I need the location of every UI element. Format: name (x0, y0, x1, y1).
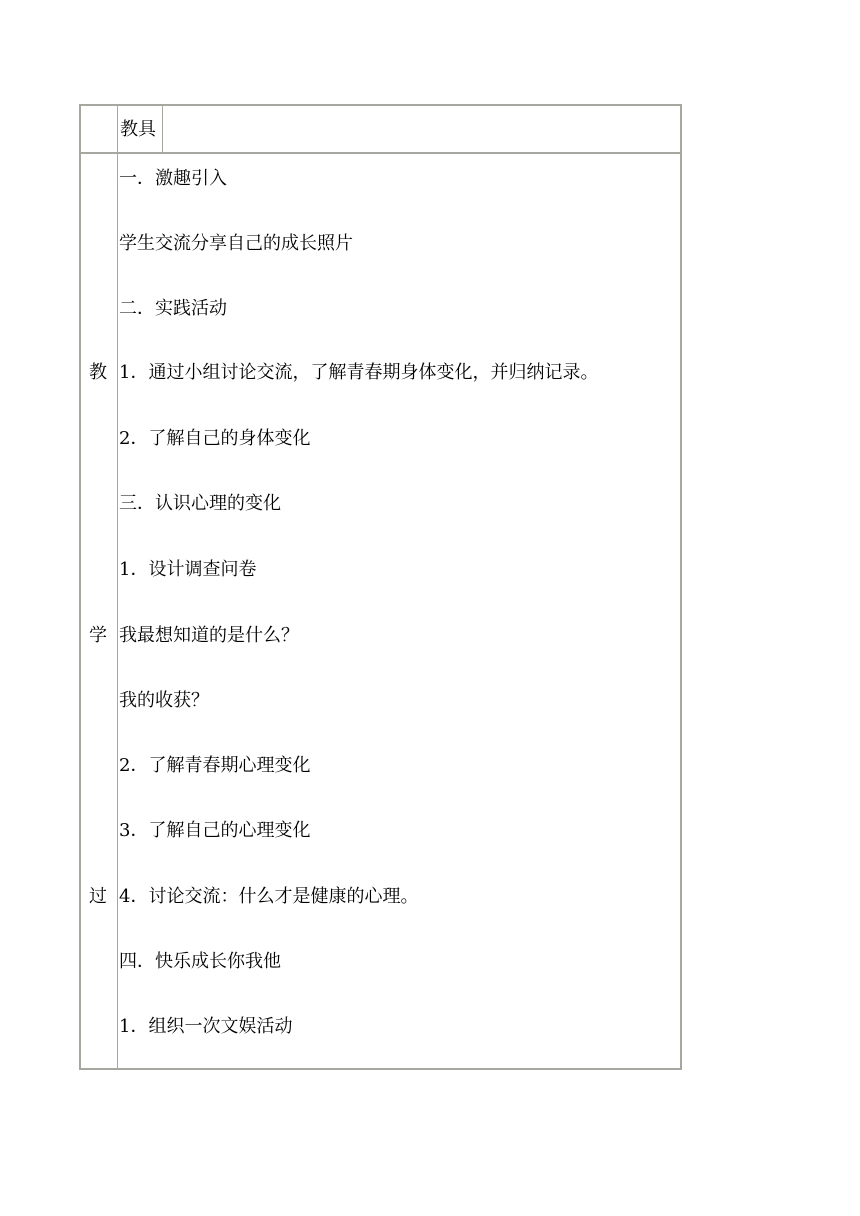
column-divider (117, 106, 118, 1068)
content-line-10: 2．了解青春期心理变化 (119, 755, 311, 776)
content-line-2: 学生交流分享自己的成长照片 (119, 233, 353, 254)
content-line-7: 1．设计调查问卷 (119, 559, 257, 580)
content-line-9: 我的收获？ (119, 690, 209, 711)
content-line-6: 三．认识心理的变化 (119, 493, 281, 514)
content-line-11: 3．了解自己的心理变化 (119, 820, 311, 841)
side-label-learn: 学 (89, 625, 107, 646)
side-label-process: 过 (89, 886, 107, 907)
row-divider (81, 152, 680, 154)
side-label-teach: 教 (89, 362, 107, 383)
content-line-14: 1．组织一次文娱活动 (119, 1016, 293, 1037)
lesson-plan-table (79, 104, 682, 1070)
content-line-1: 一．激趣引入 (119, 168, 227, 189)
content-line-12: 4．讨论交流：什么才是健康的心理。 (119, 886, 419, 907)
content-line-5: 2．了解自己的身体变化 (119, 428, 311, 449)
content-line-13: 四．快乐成长你我他 (119, 951, 281, 972)
tool-cell-border (162, 106, 163, 152)
content-line-3: 二．实践活动 (119, 298, 227, 319)
content-line-8: 我最想知道的是什么？ (119, 625, 299, 646)
teaching-tools-label: 教具 (120, 119, 156, 140)
content-line-4: 1．通过小组讨论交流，了解青春期身体变化，并归纳记录。 (119, 362, 599, 383)
